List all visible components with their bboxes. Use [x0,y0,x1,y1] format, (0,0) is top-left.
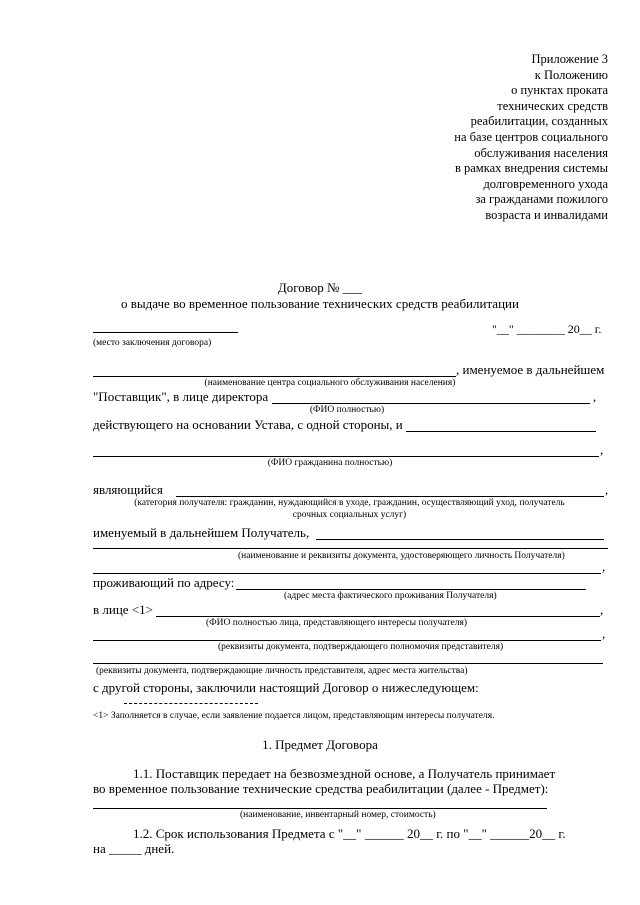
rep-doc-field[interactable] [93,663,603,664]
comma: , [605,482,609,497]
place-field[interactable] [93,332,238,333]
appendix-line: обслуживания населения [474,145,608,160]
being-text: являющийся [93,482,163,497]
recipient-doc-field-1[interactable] [316,539,604,540]
rep-fio-caption: (ФИО полностью лица, представляющего интересы получателя) [206,618,467,628]
comma: , [600,442,604,457]
citizen-caption: (ФИО гражданина полностью) [267,458,393,468]
section1-heading: 1. Предмет Договора [262,737,378,752]
date-field[interactable]: "__" ________ 20__ г. [492,322,602,336]
clause-1-1-line1: 1.1. Поставщик передает на безвозмездной основе, а Получатель принимает [133,766,556,781]
appendix-line: в рамках внедрения системы [454,161,608,176]
address-field[interactable] [236,589,586,590]
contract-title: Договор № ___ [277,280,363,295]
clause-1-2-line2: на _____ дней. [93,841,175,856]
comma: , [600,602,604,617]
footnote-separator [124,703,258,704]
appendix-line: на базе центров социального [454,129,608,144]
address-caption: (адрес места фактического проживания Получателя) [284,591,497,601]
director-fio-field[interactable] [272,403,590,404]
contract-subtitle: о выдаче во временное пользование технических средств реабилитации [121,296,519,311]
recipient-doc-field-3[interactable] [93,573,601,574]
recipient-doc-field-2[interactable] [93,548,608,549]
category-caption-line2: срочных социальных услуг) [292,510,407,520]
clause-1-2-line1: 1.2. Срок использования Предмета с "__" ______ 20__ г. по "__" ______20__ г. [133,826,566,841]
appendix-line: долговременного ухода [483,176,608,191]
place-caption: (место заключения договора) [93,338,212,348]
category-field[interactable] [176,496,604,497]
authority-caption: (реквизиты документа, подтверждающего полномочия представителя) [218,642,504,652]
supplier-director-text: "Поставщик", в лице директора [93,389,269,404]
doc-caption: (наименование и реквизиты документа, удостоверяющего личность Получателя) [238,551,565,561]
acting-charter-text: действующего на основании Устава, с одной стороны, и [93,417,403,432]
named-further-text: , именуемое в дальнейшем [456,362,605,377]
fio-full-caption: (ФИО полностью) [309,405,385,415]
appendix-line: к Положению [534,67,608,82]
residing-text: проживающий по адресу: [93,575,235,590]
recipient-named-text: именуемый в дальнейшем Получатель, [93,525,310,540]
citizen-name-field-1[interactable] [406,431,596,432]
org-caption: (наименование центра социального обслуживания населения) [204,378,456,388]
in-person-text: в лице <1> [93,602,153,617]
item-field[interactable] [93,808,547,809]
appendix-line: о пунктах проката [511,83,608,98]
comma: , [602,559,606,574]
other-side-text: с другой стороны, заключили настоящий Договор о нижеследующем: [93,680,479,695]
org-name-field[interactable] [93,376,456,377]
footnote: <1> Заполняется в случае, если заявление подается лицом, представляющим интересы получателя. [93,711,495,721]
citizen-name-field-2[interactable] [93,456,599,457]
appendix-line: реабилитации, созданных [470,114,608,129]
clause-1-1-line2: во временное пользование технические средства реабилитации (далее - Предмет): [93,781,549,796]
appendix-line: Приложение 3 [531,52,608,66]
rep-doc-caption: (реквизиты документа, подтверждающие личность представителя, адрес места жительства) [96,666,468,676]
rep-fio-field[interactable] [156,616,600,617]
appendix-block [368,52,608,224]
appendix-line: за гражданами пожилого [475,192,608,207]
item-caption: (наименование, инвентарный номер, стоимость) [240,810,436,820]
category-caption-line1: (категория получателя: гражданин, нуждающийся в уходе, гражданин, осуществляющий уход, получатель [134,498,565,508]
comma: , [593,389,597,404]
comma: , [602,626,606,641]
appendix-line: технических средств [497,98,608,113]
appendix-line: возраста и инвалидами [485,207,608,222]
authority-doc-field[interactable] [93,640,601,641]
